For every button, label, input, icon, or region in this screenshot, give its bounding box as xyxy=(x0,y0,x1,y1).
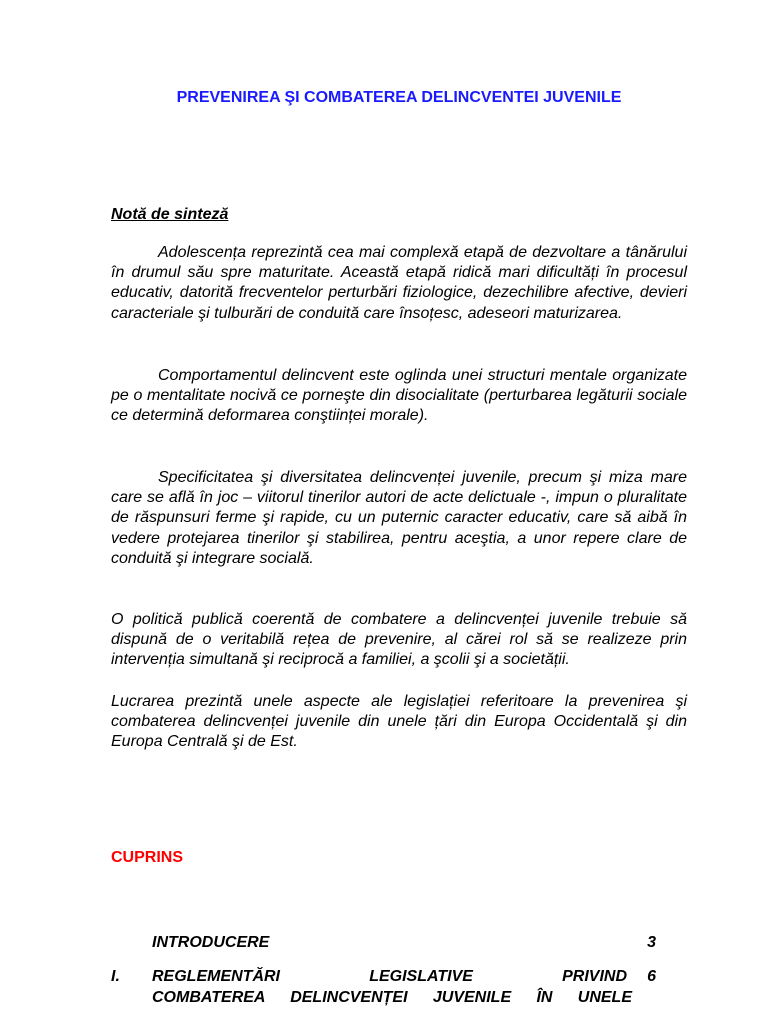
contents-heading: CUPRINS xyxy=(111,849,184,866)
toc-entry-page: 6 xyxy=(647,968,656,985)
paragraph-adolescence: Adolescența reprezintă cea mai complexă etapă de dezvoltare a tânărului în drumul său spre maturitate. Această etapă ridică mari dificultăți în procesul educativ, datorită frecventelor perturbări fiziologice, dezechilibre afective, devieri caracteriale şi tulburări de conduită care însoțesc, adeseori maturizarea. xyxy=(111,244,687,322)
toc-entry-number: I. xyxy=(111,968,120,985)
toc-entry-legislative-regulations[interactable] xyxy=(111,966,656,1010)
paragraph-delinquent-behavior: Comportamentul delincvent este oglinda unei structuri mentale organizate pe o mentalitate nocivă ce porneşte din disocialitate (perturbarea legăturii sociale ce determină deformarea conştiinței morale). xyxy=(111,367,687,425)
paragraph-public-policy: O politică publică coerentă de combatere a delincvenței juvenile trebuie să dispună de o veritabilă rețea de prevenire, al cărei rol să se realizeze prin intervenția simultană şi reciprocă a familiei, a şcolii şi a societății. xyxy=(111,611,687,669)
toc-entry-page: 3 xyxy=(647,934,656,951)
paragraph-legislation: Lucrarea prezintă unele aspecte ale legislației referitoare la prevenirea şi combaterea delincvenței juvenile din unele țări din Europa Occidentală şi din Europa Centrală şi de Est. xyxy=(111,693,687,751)
toc-entry-title-line-2: COMBATEREA DELINCVENȚEI JUVENILE ÎN UNELE xyxy=(152,989,632,1006)
toc-entry-title: INTRODUCERE xyxy=(152,934,270,951)
paragraph-specificity: Specificitatea şi diversitatea delincvenței juvenile, precum şi miza mare care se află în joc – viitorul tinerilor autori de acte delictuale -, impun o pluralitate de răspunsuri ferme şi rapide, cu un puternic caracter educativ, care să aibă în vedere protejarea tinerilor şi stabilirea, pentru aceştia, a unor repere clare de conduită şi integrare socială. xyxy=(111,469,687,567)
synthesis-heading: Notă de sinteză xyxy=(111,206,229,223)
toc-entry-introduction[interactable] xyxy=(111,932,656,953)
document-title: PREVENIREA ŞI COMBATEREA DELINCVENTEI JUVENILE xyxy=(176,89,622,106)
toc-entry-title-line-1: REGLEMENTĂRI LEGISLATIVE PRIVIND xyxy=(152,968,627,985)
